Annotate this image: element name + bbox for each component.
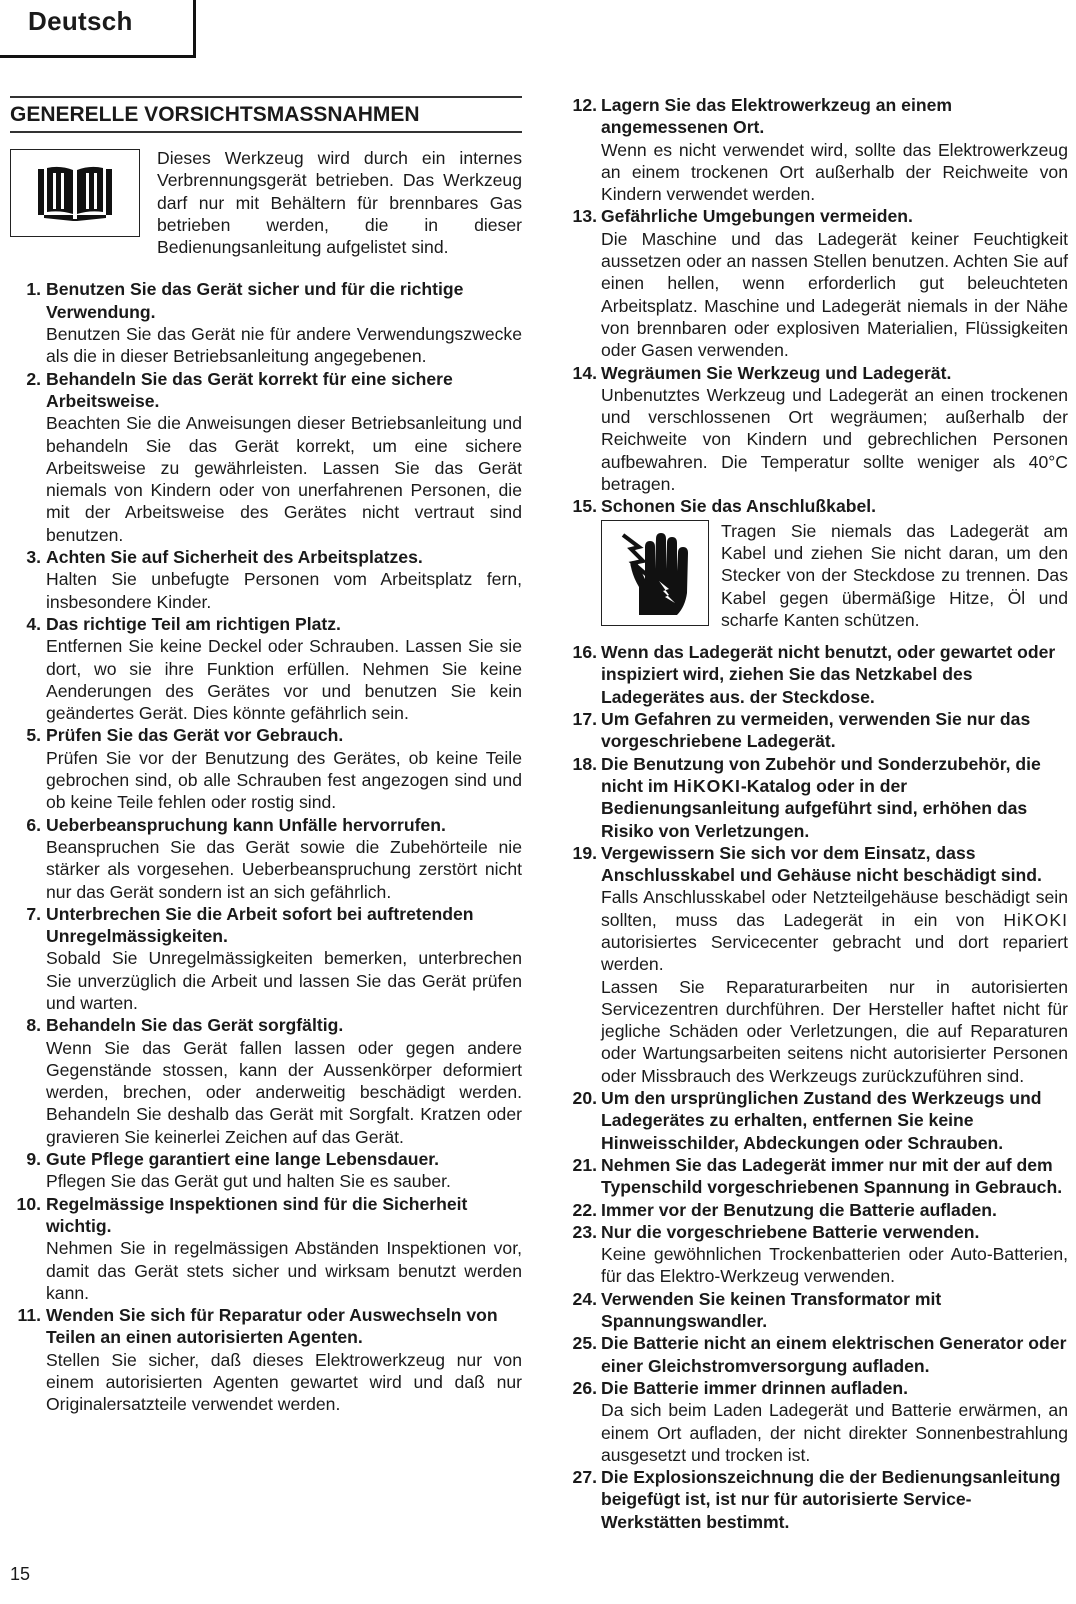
item-title: Regelmässige Inspektionen sind für die Sicherheit wichtig. xyxy=(46,1193,468,1236)
item-body-part: Falls Anschlusskabel oder Netzteilgehäuse beschädigt sein sollten, muss das Ladegerät in ein von xyxy=(601,887,1068,930)
item-body: Lassen Sie Reparaturarbeiten nur in autorisierten Servicezentren durchführen. Der Hersteller haftet nicht für jegliche Schäden oder Verletzungen, die auf Reparaturen oder Wartungsarbeiten seitens nicht autorisierter Personen oder Missbrauch des Werkzeugs zurückzuführen sind. xyxy=(601,976,1068,1086)
item-title: Gefährliche Umgebungen vermeiden. xyxy=(601,206,913,227)
item-body: Wenn es nicht verwendet wird, sollte das Elektrowerkzeug an einem trockenen Ort außerhalb der Reichweite von Kindern verwendet werden. xyxy=(601,139,1068,205)
list-item xyxy=(10,724,522,813)
item-body: Die Maschine und das Ladegerät keiner Feuchtigkeit aussetzen oder an nassen Stellen benutzen. Achten Sie auf einen hellen, wenn erforderlich gut beleuchteten Arbeitsplatz. Maschine und Ladegerät niemals in der Nähe von brennbaren oder explosiven Materialien, Flüssigkeiten oder Gasen verwenden. xyxy=(601,228,1068,361)
item-body: Nehmen Sie in regelmässigen Abständen Inspektionen vor, damit das Gerät stets sicher und wirksam benutzt werden kann. xyxy=(46,1238,522,1303)
right-column xyxy=(555,94,1068,1533)
item-number: 13. xyxy=(572,206,597,227)
item-number: 22. xyxy=(572,1199,597,1220)
list-item xyxy=(10,814,522,903)
item-body: Stellen Sie sicher, daß dieses Elektrowerkzeug nur von einem autorisierten Agenten gewartet wird und daß nur Originalersatzteile verwendet werden. xyxy=(46,1349,522,1415)
item-number: 5. xyxy=(26,725,41,746)
list-item xyxy=(555,1466,1068,1533)
brand-name: HiKOKI xyxy=(673,775,741,796)
left-column xyxy=(10,96,522,1416)
right-instruction-list-a xyxy=(555,94,1068,495)
list-item xyxy=(555,94,1068,205)
list-item xyxy=(555,1154,1068,1199)
item-number: 21. xyxy=(572,1154,597,1175)
item-number: 17. xyxy=(572,709,597,730)
list-item xyxy=(10,1193,522,1304)
item-number: 12. xyxy=(572,95,597,115)
item-title: Wenden Sie sich für Reparatur oder Auswechseln von Teilen an einen autorisierten Agenten. xyxy=(46,1305,498,1348)
item-title: Um Gefahren zu vermeiden, verwenden Sie nur das vorgeschriebene Ladegerät. xyxy=(601,709,1031,752)
item-number: 27. xyxy=(572,1467,597,1488)
right-instruction-list-c xyxy=(555,1087,1068,1533)
item-title: Unterbrechen Sie die Arbeit sofort bei auftretenden Unregelmässigkeiten. xyxy=(46,903,474,947)
item-body: Beachten Sie die Anweisungen dieser Betriebsanleitung und behandeln Sie das Gerät korrekt, um eine sichere Arbeitsweise zu gewährleisten. Lassen Sie das Gerät niemals von Kindern oder von unerfahrenen Personen, die mit der Arbeitsweise des Gerätes nicht vertraut sind benutzen. xyxy=(46,413,522,545)
item-title: Behandeln Sie das Gerät korrekt für eine sichere Arbeitsweise. xyxy=(46,368,453,411)
item-title: Die Explosionszeichnung die der Bedienungsanleitung beigefügt ist, ist nur für autorisierte Service-Werkstätten bestimmt. xyxy=(601,1467,1061,1532)
language-tab xyxy=(0,0,196,58)
item-title: Achten Sie auf Sicherheit des Arbeitsplatzes. xyxy=(46,547,423,568)
item-number: 19. xyxy=(572,842,597,863)
manual-book-icon xyxy=(10,149,140,237)
left-instruction-list xyxy=(10,278,522,1415)
item-number: 24. xyxy=(572,1288,597,1309)
item-number: 8. xyxy=(26,1015,41,1036)
item-number: 14. xyxy=(572,362,597,383)
right-instruction-list-b xyxy=(555,641,1068,752)
list-item xyxy=(555,1087,1068,1154)
item-body xyxy=(601,886,1068,975)
list-item xyxy=(10,1148,522,1193)
electric-shock-hand-icon xyxy=(601,520,709,626)
item-title: Nehmen Sie das Ladegerät immer nur mit der auf dem Typenschild vorgeschriebenen Spannung in Gebrauch. xyxy=(601,1154,1063,1198)
item-title: Wenn das Ladegerät nicht benutzt, oder gewartet oder inspiziert wird, ziehen Sie das Netzkabel des Ladegerätes aus. der Steckdose. xyxy=(601,642,1056,707)
item-title: Gute Pflege garantiert eine lange Lebensdauer. xyxy=(46,1149,440,1170)
list-item xyxy=(555,753,1068,842)
item-body-part: autorisiertes Servicecenter gebracht und dort repariert werden. xyxy=(601,931,1068,975)
item-number: 4. xyxy=(26,613,41,634)
item-title: Um den ursprünglichen Zustand des Werkzeugs und Ladegerätes zu erhalten, entfernen Sie keine Hinweisschilder, Abdeckungen oder Schrauben. xyxy=(601,1088,1042,1153)
item-body: Da sich beim Laden Ladegerät und Batterie erwärmen, an einem Ort aufladen, der nicht direkter Sonnenbestrahlung ausgesetzt und trocken ist. xyxy=(601,1400,1068,1465)
item-title: Wegräumen Sie Werkzeug und Ladegerät. xyxy=(601,362,952,383)
list-item xyxy=(10,546,522,613)
item-number: 7. xyxy=(26,903,41,924)
item-number: 6. xyxy=(26,814,41,835)
item-title: Schonen Sie das Anschlußkabel. xyxy=(601,496,877,517)
item-title: Lagern Sie das Elektrowerkzeug an einem angemessenen Ort. xyxy=(601,95,953,138)
page-number: 15 xyxy=(10,1564,31,1584)
item-number: 11. xyxy=(17,1305,41,1326)
item-title: Behandeln Sie das Gerät sorgfältig. xyxy=(46,1015,344,1036)
item-title: Das richtige Teil am richtigen Platz. xyxy=(46,613,341,634)
item-title-part: -Katalog oder in der Bedienungsanleitung aufgeführt sind, erhöhen das Risiko von Verletzungen. xyxy=(601,775,1028,841)
item-body: Tragen Sie niemals das Ladegerät am Kabel und ziehen Sie nicht daran, um den Stecker von der Steckdose zu trennen. Das Kabel gegen übermäßige Hitze, Öl und scharfe Kanten schützen. xyxy=(721,520,1068,630)
item-title: Die Batterie nicht an einem elektrischen Generator oder einer Gleichstromversorgung aufladen. xyxy=(601,1333,1067,1376)
item-body: Keine gewöhnlichen Trockenbatterien oder Auto-Batterien, für das Elektro-Werkzeug verwenden. xyxy=(601,1244,1068,1287)
item-body: Wenn Sie das Gerät fallen lassen oder gegen andere Gegenstände stossen, kann der Aussenkörper deformiert werden, brechen, oder anderweitig beschädigt werden. Behandeln Sie deshalb das Gerät mit Sorgfalt. Kratzen oder gravieren Sie keinerlei Zeichen auf das Gerät. xyxy=(46,1037,522,1147)
language-label: Deutsch xyxy=(28,6,133,36)
item-number: 20. xyxy=(572,1088,597,1109)
item-number: 23. xyxy=(572,1221,597,1242)
list-item xyxy=(555,1288,1068,1333)
item-body: Pflegen Sie das Gerät gut und halten Sie es sauber. xyxy=(46,1171,451,1192)
item-title xyxy=(601,753,1068,842)
item-title: Vergewissern Sie sich vor dem Einsatz, dass Anschlusskabel und Gehäuse nicht beschädigt sind. xyxy=(601,842,1042,886)
item-number: 9. xyxy=(26,1149,41,1170)
section-title: GENERELLE VORSICHTSMASSNAHMEN xyxy=(10,96,522,133)
item-title: Immer vor der Benutzung die Batterie aufladen. xyxy=(601,1199,997,1220)
item-title: Prüfen Sie das Gerät vor Gebrauch. xyxy=(46,725,344,746)
list-item xyxy=(10,1304,522,1415)
list-item xyxy=(555,842,1068,1087)
item-number: 16. xyxy=(572,642,597,663)
item-body: Prüfen Sie vor der Benutzung des Gerätes, ob keine Teile gebrochen sind, ob alle Schrauben fest angezogen sind und ob keine Teile fehlen oder rostig sind. xyxy=(46,747,522,813)
item-body: Benutzen Sie das Gerät nie für andere Verwendungszwecke als die in dieser Betriebsanleitung angegebenen. xyxy=(46,324,522,367)
list-item xyxy=(555,362,1068,496)
item-body: Sobald Sie Unregelmässigkeiten bemerken, unterbrechen Sie unverzüglich die Arbeit und lassen Sie das Gerät prüfen und warten. xyxy=(46,948,522,1013)
item-body: Entfernen Sie keine Deckel oder Schrauben. Lassen Sie sie dort, wo sie ihre Funktion erfüllen. Nehmen Sie keine Aenderungen des Gerätes vor und benutzen Sie kein geändertes Gerät. Dies könnte gefährlich sein. xyxy=(46,636,522,724)
item-number: 15. xyxy=(572,496,597,517)
list-item xyxy=(555,708,1068,753)
list-item xyxy=(555,495,1068,631)
item-title: Die Batterie immer drinnen aufladen. xyxy=(601,1377,908,1398)
item-number: 1. xyxy=(26,279,41,300)
item-body: Beanspruchen Sie das Gerät sowie die Zubehörteile nie stärker als vorgesehen. Ueberbeanspruchung zerstört nicht nur das Gerät sondern ist an sich gefährlich. xyxy=(46,836,522,902)
list-item xyxy=(10,613,522,724)
shock-warning-block xyxy=(601,520,1068,631)
list-item xyxy=(555,1199,1068,1221)
list-item xyxy=(10,278,522,367)
item-body: Unbenutztes Werkzeug und Ladegerät an einen trockenen und verschlossenen Ort wegräumen; außerhalb der Reichweite von Kindern und gebrechlichen Personen aufbewahren. Die Temperatur sollte weniger als 40°C betragen. xyxy=(601,384,1068,495)
item-title: Benutzen Sie das Gerät sicher und für die richtige Verwendung. xyxy=(46,279,464,322)
item-number: 26. xyxy=(572,1377,597,1398)
intro-block xyxy=(10,147,522,258)
item-number: 2. xyxy=(26,368,41,389)
item-title: Nur die vorgeschriebene Batterie verwenden. xyxy=(601,1221,980,1242)
item-title: Verwenden Sie keinen Transformator mit Spannungswandler. xyxy=(601,1288,942,1332)
item-body: Halten Sie unbefugte Personen vom Arbeitsplatz fern, insbesondere Kinder. xyxy=(46,569,522,612)
intro-text: Dieses Werkzeug wird durch ein internes Verbrennungsgerät betrieben. Das Werkzeug darf nur mit Behältern für brennbares Gas betrieben werden, die in dieser Bedienungsanleitung aufgelistet sind. xyxy=(157,148,522,258)
list-item xyxy=(10,368,522,546)
list-item xyxy=(555,205,1068,361)
brand-name: HiKOKI xyxy=(1003,909,1068,930)
item-title: Ueberbeanspruchung kann Unfälle hervorrufen. xyxy=(46,814,446,835)
item-number: 18. xyxy=(572,753,597,774)
item-number: 25. xyxy=(572,1333,597,1354)
list-item xyxy=(555,1332,1068,1377)
item-number: 10. xyxy=(16,1193,41,1214)
list-item xyxy=(555,641,1068,708)
list-item xyxy=(10,1014,522,1148)
item-number: 3. xyxy=(26,547,41,568)
list-item xyxy=(555,1221,1068,1288)
list-item xyxy=(10,903,522,1014)
item-title-part: Die Benutzung von Zubehör und Sonderzubehör, die nicht im xyxy=(601,753,1041,796)
list-item xyxy=(555,1377,1068,1466)
